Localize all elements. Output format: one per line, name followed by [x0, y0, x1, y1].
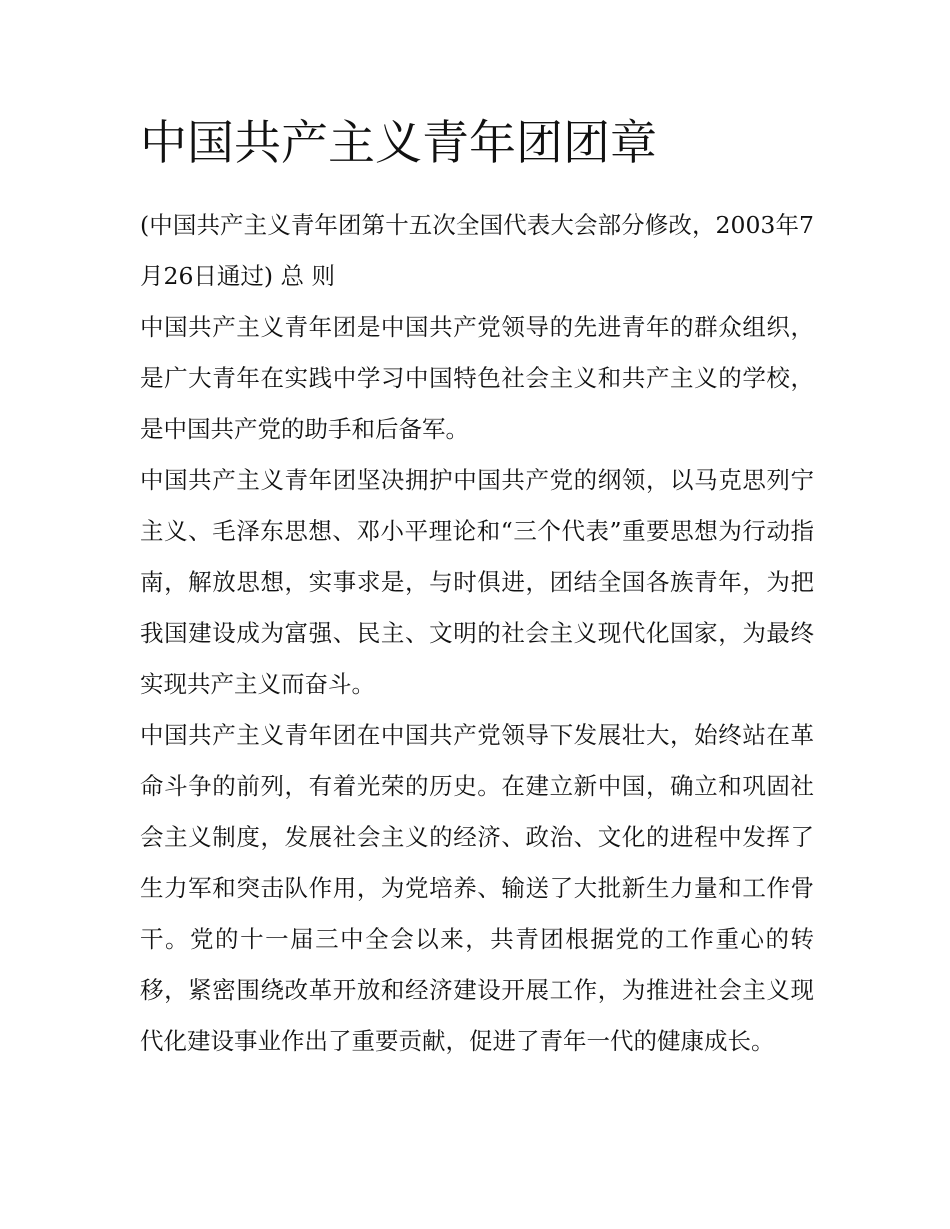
document-subtitle: (中国共产主义青年团第十五次全国代表大会部分修改，2003年7月26日通过) 总 则	[140, 211, 814, 290]
document-title: 中国共产主义青年团团章	[140, 116, 657, 171]
document-body	[140, 112, 814, 1067]
paragraph-2: 中国共产主义青年团坚决拥护中国共产党的纲领，以马克思列宁主义、毛泽东思想、邓小平理论和“三个代表”重要思想为行动指南，解放思想，实事求是，与时俱进，团结全国各族青年，为把我国建设成为富强、民主、文明的社会主义现代化国家，为最终实现共产主义而奋斗。	[140, 466, 814, 698]
paragraph-1: 中国共产主义青年团是中国共产党领导的先进青年的群众组织，是广大青年在实践中学习中国特色社会主义和共产主义的学校，是中国共产党的助手和后备军。	[140, 313, 814, 443]
paragraph-3: 中国共产主义青年团在中国共产党领导下发展壮大，始终站在革命斗争的前列，有着光荣的历史。在建立新中国，确立和巩固社会主义制度，发展社会主义的经济、政治、文化的进程中发挥了生力军和突击队作用，为党培养、输送了大批新生力量和工作骨干。党的十一届三中全会以来，共青团根据党的工作重心的转移，紧密围绕改革开放和经济建设开展工作，为推进社会主义现代化建设事业作出了重要贡献，促进了青年一代的健康成长。	[140, 721, 814, 1055]
